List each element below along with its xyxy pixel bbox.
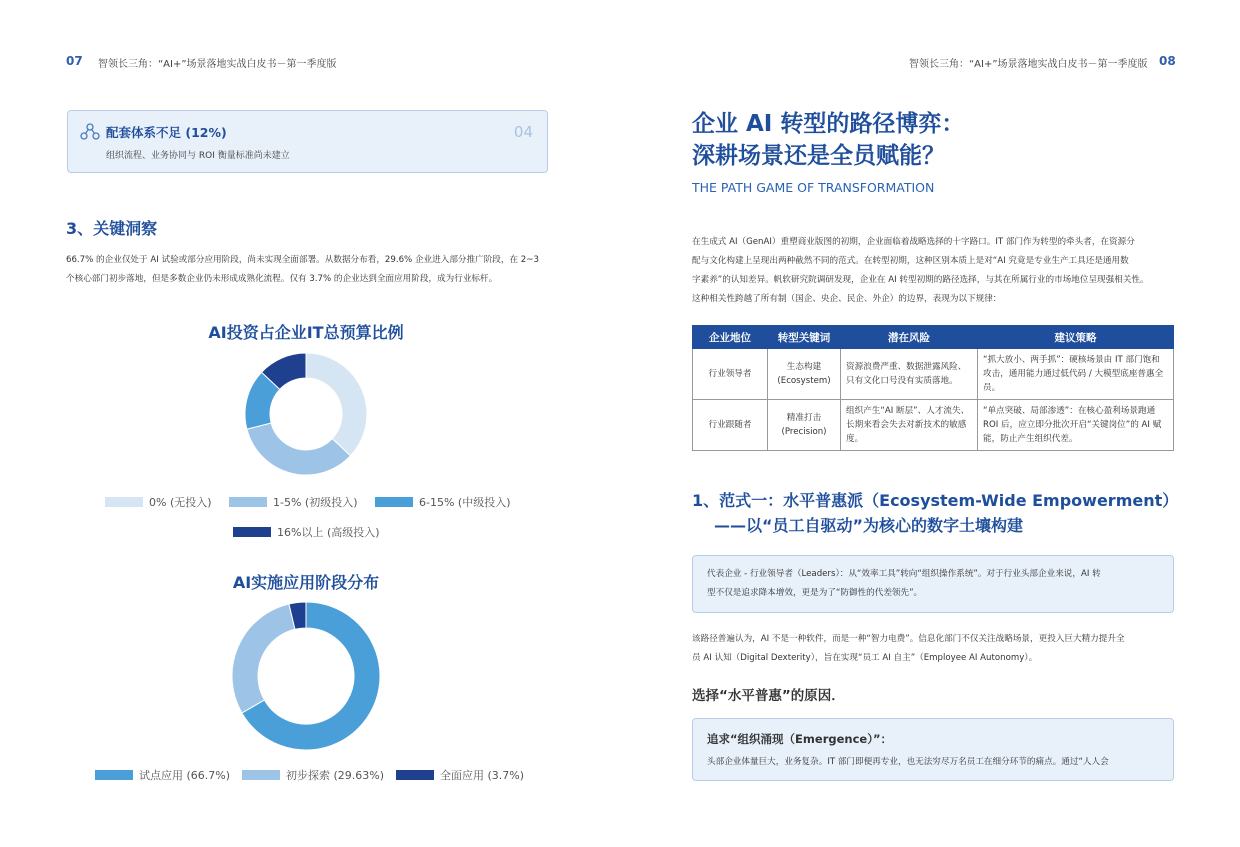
budget-donut-chart [236,344,376,484]
path-line: 员 AI 认知（Digital Dexterity），旨在实现“员工 AI 自主”（Employee AI Autonomy）。 [692,653,1038,663]
reason-heading: 选择“水平普惠”的原因． [692,688,845,704]
table-row [693,349,1174,400]
donut-slice [232,604,295,713]
chart-title-budget: AI投资占企业IT总预算比例 [208,323,404,342]
emergence-title: 追求“组织涌现（Emergence）”： [707,732,893,746]
insight-line: 个核心部门初步落地，但是多数企业仍未形成成熟化流程。仅有 3.7% 的企业达到全面应用阶段，成为行业标杆。 [66,274,498,284]
donut-slice [247,423,351,475]
paradigm-heading [692,488,1178,538]
insight-line: 66.7% 的企业仅处于 AI 试验或部分应用阶段，尚未实现全面部署。从数据分布看，29.6% 企业进入部分推广阶段，在 2~3 [66,255,539,265]
legend-item-no-investment [105,494,212,510]
donut-slice [306,353,367,456]
page-title-line: 深耕场景还是全员赋能？ [692,143,945,169]
representative-text [707,565,1101,603]
emergence-callout [692,718,1174,781]
table-cell-strategy: “单点突破、局部渗透”：在核心盈利场景跑通 ROI 后，应立即分批次开启“关键岗位”的 AI 赋能，防止产生组织代差。 [978,400,1174,451]
path-line: 该路径普遍认为，AI 不是一种软件，而是一种“智力电费”。信息化部门不仅关注战略场景，更投入巨大精力提升全 [692,634,1125,644]
paradigm-title: 1、范式一：水平普惠派（Ecosystem-Wide Empowerment） [692,491,1179,510]
representative-line: 型不仅是追求降本增效，更是为了“防御性的代差领先”。 [707,588,923,598]
legend-swatch [375,497,413,507]
callout-description: 组织流程、业务协同与 ROI 衡量标准尚未建立 [106,151,290,161]
intro-line: 配与文化构建上呈现出两种截然不同的范式。在转型初期，这种区别本质上是对“AI 究竟是专业生产工具还是通用数 [692,256,1129,266]
keyword-en: (Ecosystem) [777,376,831,386]
legend-swatch [95,770,133,780]
page-number-left: 07 [66,54,83,68]
legend-label: 全面应用 (3.7%) [440,769,525,782]
table-cell-position: 行业跟随者 [693,400,768,451]
intro-paragraph [692,233,1149,309]
legend-label: 6-15% (中级投入) [419,496,511,509]
strategy-table [692,325,1174,451]
running-header-right: 智领长三角：“AI+”场景落地实战白皮书－第一季度版 [909,59,1148,70]
legend-item-initial-investment [229,494,358,510]
english-subtitle: THE PATH GAME OF TRANSFORMATION [692,180,935,195]
table-cell-keyword [768,349,841,400]
table-header: 潜在风险 [841,326,978,349]
legend-label: 1-5% (初级投入) [273,496,358,509]
callout-box [67,110,548,173]
legend-swatch [396,770,434,780]
network-nodes-icon [80,123,100,141]
table-cell-keyword [768,400,841,451]
section-title-insights: 3、关键洞察 [66,219,158,238]
paradigm-subtitle: ——以“员工自驱动”为核心的数字土壤构建 [714,516,1024,535]
callout-title: 配套体系不足 (12%) [106,125,227,140]
representative-line: 代表企业 - 行业领导者（Leaders）：从“效率工具”转向“组织操作系统”。对于行业头部企业来说，AI 转 [707,569,1101,579]
legend-swatch [242,770,280,780]
legend-swatch [105,497,143,507]
legend-label: 16%以上 (高级投入) [277,526,380,539]
table-cell-risk: 组织产生“AI 断层”、人才流失、长期来看会失去对新技术的敏感度。 [841,400,978,451]
running-header-left: 智领长三角：“AI+”场景落地实战白皮书－第一季度版 [98,59,337,70]
legend-item-pilot [95,767,230,783]
keyword-cn: 生态构建 [786,362,822,372]
legend-swatch [233,527,271,537]
table-header: 企业地位 [693,326,768,349]
table-header: 转型关键词 [768,326,841,349]
emergence-text: 头部企业体量巨大，业务复杂。IT 部门即便再专业，也无法穷尽万名员工在细分环节的痛点。通过“人人会 [707,757,1109,767]
table-cell-strategy: “抓大放小、两手抓”：硬核场景由 IT 部门饱和攻击，通用能力通过低代码 / 大模型底座普惠全员。 [978,349,1174,400]
intro-line: 字素养”的认知差异。帆软研究院调研发现，企业在 AI 转型初期的路径选择，与其在所属行业的市场地位呈现强相关性。 [692,275,1149,285]
intro-line: 在生成式 AI（GenAI）重塑商业版图的初期，企业面临着战略选择的十字路口。IT 部门作为转型的牵头者，在资源分 [692,237,1135,247]
chart-title-stage: AI实施应用阶段分布 [232,573,380,592]
intro-line: 这种相关性跨越了所有制（国企、央企、民企、外企）的边界，表现为以下规律： [692,294,1002,304]
insight-paragraph [66,251,539,289]
keyword-cn: 精准打击 [786,413,822,423]
table-row [693,400,1174,451]
page-title-line: 企业 AI 转型的路径博弈： [692,111,965,137]
legend-swatch [229,497,267,507]
legend-item-exploration [242,767,384,783]
page-title [692,108,964,172]
table-cell-position: 行业领导者 [693,349,768,400]
table-cell-risk: 资源浪费严重、数据泄露风险、只有文化口号没有实质落地。 [841,349,978,400]
callout-number: 04 [513,123,533,141]
path-paragraph [692,630,1125,668]
legend-label: 试点应用 (66.7%) [139,769,231,782]
representative-callout [692,555,1174,613]
table-header-row [693,326,1174,349]
legend-item-full [396,767,524,783]
legend-label: 0% (无投入) [149,496,212,509]
legend-label: 初步探索 (29.63%) [286,769,385,782]
table-header: 建议策略 [978,326,1174,349]
legend-item-mid-investment [375,494,511,510]
legend-item-high-investment [233,524,380,540]
stage-donut-chart [226,596,386,756]
keyword-en: (Precision) [781,427,827,437]
page-number-right: 08 [1159,54,1176,68]
